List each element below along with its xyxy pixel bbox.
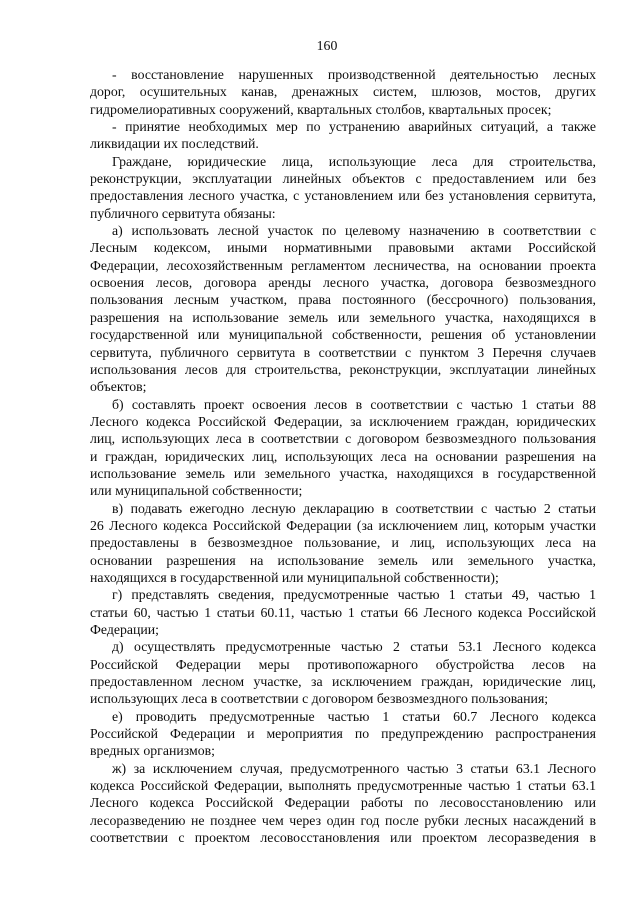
text-line: предоставленном лесном участке, за исключением граждан, юридические лиц, (90, 674, 596, 690)
text-line: д) осуществлять предусмотренные частью 2 статьи 53.1 Лесного кодекса (112, 639, 596, 655)
paragraph (90, 760, 596, 847)
text-line: или муниципальной собственности; (90, 483, 303, 499)
text-line: освоения лесов, договора аренды лесного участка, договора безвозмездного (90, 275, 596, 291)
text-line: ж) за исключением случая, предусмотренного частью 3 статьи 63.1 Лесного (112, 760, 596, 776)
text-line: предоставлены в безвозмездное пользование, и лиц, использующих леса на (90, 535, 596, 551)
paragraph (90, 66, 596, 118)
text-line: г) представлять сведения, предусмотренные частью 1 статьи 49, частью 1 (112, 587, 596, 603)
text-line: Федерации; (90, 622, 159, 637)
text-line: сервитута, публичного сервитута в соответствии с пунктом 3 Перечня случаев (90, 344, 596, 360)
text-line: пользования лесным участком, права постоянного (бессрочного) пользования, (90, 292, 596, 308)
text-line: лесоразведению не позднее чем через один год после рубки лесных насаждений в (90, 812, 596, 828)
text-line: в) подавать ежегодно лесную декларацию в соответствии с частью 2 статьи (112, 500, 596, 516)
paragraph (90, 708, 596, 760)
text-line: 26 Лесного кодекса Российской Федерации (за исключением лиц, которым участки (90, 517, 596, 533)
paragraph (90, 153, 596, 222)
text-line: государственной или муниципальной собственности, решения об установлении (90, 327, 596, 343)
text-line: Российской Федерации меры противопожарного обустройства лесов на (90, 656, 596, 672)
text-line: Граждане, юридические лица, использующие леса для строительства, (112, 153, 596, 169)
paragraph (90, 222, 596, 395)
text-line: гидромелиоративных сооружений, квартальных столбов, квартальных просек; (90, 101, 552, 117)
text-line: вредных организмов; (90, 743, 215, 759)
text-line: Лесного кодекса Российской Федерации, за исключением граждан, юридических (90, 413, 596, 429)
text-line: предоставления лесного участка, с установлением или без установления сервитута, (90, 188, 596, 204)
text-line: б) составлять проект освоения лесов в соответствии с частью 1 статьи 88 (112, 396, 596, 412)
paragraph (90, 500, 596, 587)
text-line: ликвидации их последствий. (90, 136, 259, 152)
text-line: объектов; (90, 379, 147, 395)
text-line: Российской Федерации и мероприятия по предупреждению распространения (90, 726, 596, 742)
paragraph (90, 396, 596, 500)
text-line: Федерации, лесохозяйственным регламентом лесничества, на основании проекта (90, 257, 596, 273)
text-line: Лесного кодекса Российской Федерации работы по лесовосстановлению или (90, 795, 596, 811)
paragraph (90, 586, 596, 638)
text-line: использования лесов для строительства, реконструкции, эксплуатации линейных (90, 361, 596, 377)
text-line: использующих леса в соответствии с договором безвозмездного пользования; (90, 691, 549, 707)
text-line: - принятие необходимых мер по устранению аварийных ситуаций, а также (112, 119, 596, 135)
paragraph (90, 638, 596, 707)
paragraph (90, 118, 596, 153)
text-line: дорог, осушительных канав, дренажных систем, шлюзов, мостов, других (90, 84, 596, 100)
text-line: лиц, использующих леса в соответствии с договором безвозмездного пользования (90, 431, 596, 447)
text-line: а) использовать лесной участок по целевому назначению в соответствии с (112, 223, 596, 239)
text-line: статьи 60, частью 1 статьи 60.11, частью 1 статьи 66 Лесного кодекса Российской (90, 604, 596, 620)
text-line: находящихся в государственной или муниципальной собственности); (90, 569, 499, 585)
page-number: 160 (316, 38, 338, 53)
text-line: кодекса Российской Федерации, выполнять предусмотренные частью 1 статьи 63.1 (90, 778, 596, 794)
text-line: использование земель или земельного участка, находящихся в государственной (90, 465, 596, 481)
text-line: Лесным кодексом, иными нормативными правовыми актами Российской (90, 240, 596, 256)
text-line: и граждан, юридических лиц, использующих леса на основании разрешения на (90, 448, 596, 464)
text-line: основании разрешения на использование земель или земельного участка, (90, 552, 596, 568)
text-line: публичного сервитута обязаны: (90, 205, 276, 221)
text-line: соответствии с проектом лесовосстановления или проектом лесоразведения в (90, 830, 596, 846)
text-line: е) проводить предусмотренные частью 1 статьи 60.7 Лесного кодекса (112, 708, 596, 724)
text-line: разрешения на использование земель или земельного участка, находящихся в (90, 309, 596, 325)
body-text (90, 66, 596, 846)
text-line: реконструкции, эксплуатации линейных объектов с предоставлением или без (90, 171, 596, 187)
text-line: - восстановление нарушенных производственной деятельностью лесных (112, 67, 596, 82)
